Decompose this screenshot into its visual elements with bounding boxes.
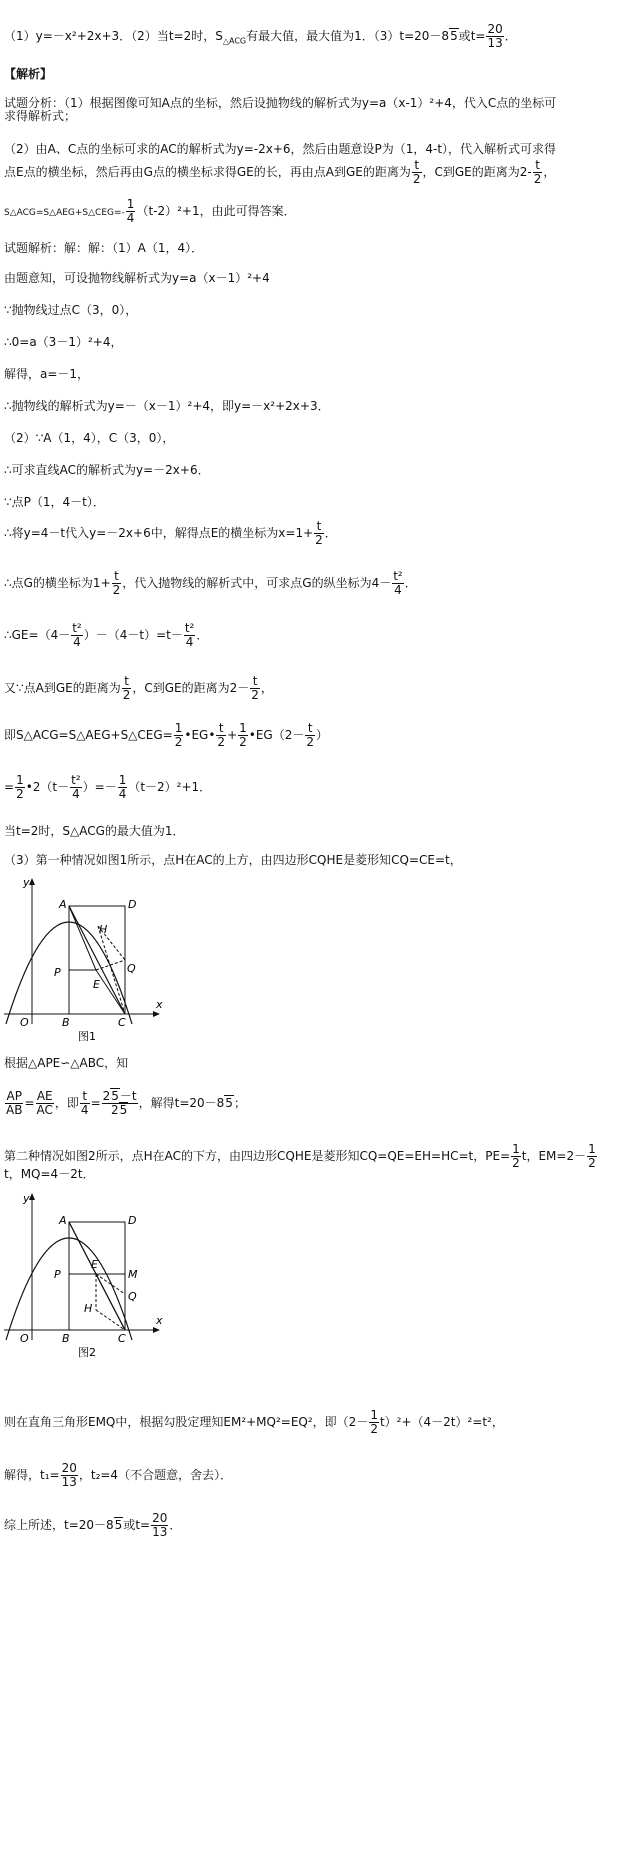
fig2-label-x: x xyxy=(156,1314,163,1327)
fig2-label-E: E xyxy=(91,1258,98,1271)
solution-line-24: 综上所述，t=20－85或t= $\frac{20}{13}$ ． xyxy=(4,1511,182,1539)
analysis-line-4: 点E点的横坐标，然后再由G点的横坐标求得GE的长，再由点A到GE的距离为 $\frac{t}{2}$ ，C到GE的距离为2- $\frac{t}{2}$ ， xyxy=(4,158,556,186)
fig1-x-arrow xyxy=(153,1011,160,1017)
fig2-label-P: P xyxy=(54,1268,61,1281)
figure-1 xyxy=(4,876,179,1044)
solution-line-7: （2）∵A（1，4），C（3，0）， xyxy=(4,431,175,445)
solution-line-9: ∵点P（1，4－t）． xyxy=(4,495,105,509)
fig1-label-O: O xyxy=(20,1016,29,1029)
solution-line-8: ∴可求直线AC的解析式为y=－2x+6． xyxy=(4,463,210,477)
fig1-label-H: H xyxy=(99,923,108,936)
solution-line-20: 第二种情况如图2所示，点H在AC的下方，由四边形CQHE是菱形知CQ=QE=EH=HC=t，PE= $\frac{1}{2}$ t，EM=2－ $\frac{1}{2}$ xyxy=(4,1142,596,1170)
solution-line-4: ∴0=a（3－1）²+4， xyxy=(4,335,123,349)
fig2-label-Q: Q xyxy=(128,1290,137,1303)
figure-2 xyxy=(4,1190,179,1360)
solution-line-6: ∴抛物线的解析式为y=－（x－1）²+4，即y=－x²+2x+3． xyxy=(4,399,330,413)
fig2-label-M: M xyxy=(128,1268,138,1281)
solution-line-16: 当t=2时，S△ACG的最大值为1． xyxy=(4,824,185,838)
fig2-label-A: A xyxy=(59,1214,67,1227)
solution-line-1: 试题解析：解：解：（1）A（1，4）． xyxy=(4,241,204,255)
fig2-x-arrow xyxy=(153,1327,160,1333)
fig2-line-EQ xyxy=(96,1274,125,1294)
fig1-line-EQ xyxy=(96,960,125,970)
solution-line-11: ∴点G的横坐标为1+ $\frac{t}{2}$ ，代入抛物线的解析式中，可求点G的纵坐标为4－ $\frac{\text{t²}}{4}$ ． xyxy=(4,569,417,597)
solution-line-3: ∵抛物线过点C（3，0）， xyxy=(4,303,138,317)
fig1-caption: 图1 xyxy=(78,1030,96,1043)
solution-line-13: 又∵点A到GE的距离为 $\frac{t}{2}$ ，C到GE的距离为2－ $\frac{t}{2}$ ， xyxy=(4,674,273,702)
fig2-label-O: O xyxy=(20,1332,29,1345)
solution-line-19: $\frac{AP}{AB}$ = $\frac{AE}{AC}$ ，即 $\frac{t}{4}$ = $\frac{25-t}{25}$ ，解得t=20－85； xyxy=(6,1089,246,1117)
solution-line-14: 即S△ACG=S△AEG+S△CEG= $\frac{1}{2}$ •EG• $\frac{t}{2}$ + $\frac{1}{2}$ •EG（2－ $\frac{t}{2}$ ） xyxy=(4,721,329,749)
solution-line-17: （3）第一种情况如图1所示，点H在AC的上方，由四边形CQHE是菱形知CQ=CE=t， xyxy=(4,853,462,867)
solution-line-22: 则在直角三角形EMQ中，根据勾股定理知EM²+MQ²=EQ²，即（2－ $\frac{1}{2}$ t）²+（4－2t）²=t²， xyxy=(4,1408,504,1436)
fig2-label-y: y xyxy=(23,1192,30,1205)
fig2-label-B: B xyxy=(62,1332,70,1345)
answer-part2: 有最大值，最大值为1．（3）t=20－8 xyxy=(246,29,450,43)
fig1-label-B: B xyxy=(62,1016,70,1029)
solution-line-23: 解得，t₁= $\frac{20}{13}$ ，t₂=4（不合题意，舍去）． xyxy=(4,1461,233,1489)
answer-line: （1）y=－x²+2x+3．（2）当t=2时，$S_{\triangle ACG}$有最大值，最大值为1．（3）t=20－85或t= $\frac{20}{13}$ ． xyxy=(4,22,517,50)
analysis-line-1: 试题分析：（1）根据图像可知A点的坐标，然后设抛物线的解析式为y=a（x-1）²+4，代入C点的坐标可 xyxy=(4,96,557,110)
fig1-y-arrow xyxy=(29,878,35,885)
jiexi-title: 【解析】 xyxy=(4,67,53,81)
fig1-label-E: E xyxy=(93,978,100,991)
fig1-line-AE xyxy=(69,906,96,970)
analysis-line-2: 求得解析式； xyxy=(4,109,77,123)
fig1-line-AC xyxy=(69,906,125,1014)
fig2-line-HC xyxy=(96,1310,125,1330)
fig1-label-D: D xyxy=(128,898,137,911)
answer-sub: △ACG xyxy=(222,36,247,46)
fig1-label-C: C xyxy=(118,1016,126,1029)
answer-fraction: $\frac{20}{13}$ xyxy=(487,22,503,50)
fig2-label-D: D xyxy=(128,1214,137,1227)
analysis-line-3: （2）由A、C点的坐标可求的AC的解析式为y=-2x+6，然后由题意设P为（1，4-t），代入解析式可求得 xyxy=(4,142,557,156)
fig1-label-Q: Q xyxy=(127,962,136,975)
fig2-label-C: C xyxy=(118,1332,126,1345)
analysis-line-5: S△ACG=S△AEG+S△CEG=- $\frac{1}{4}$ （t-2）²+1，由此可得答案． xyxy=(4,197,296,225)
fig1-label-A: A xyxy=(59,898,67,911)
solution-line-15: = $\frac{1}{2}$ •2（t－ $\frac{\text{t²}}{4}$ ）=－ $\frac{1}{4}$ （t－2）²+1． xyxy=(4,773,212,801)
solution-line-5: 解得，a=－1， xyxy=(4,367,90,381)
fig1-label-P: P xyxy=(54,966,61,979)
solution-line-2: 由题意知，可设抛物线解析式为y=a（x－1）²+4 xyxy=(4,271,270,285)
answer-part3: 或t= xyxy=(458,29,486,43)
solution-line-21: t，MQ=4－2t． xyxy=(4,1167,95,1181)
fig2-caption: 图2 xyxy=(78,1346,96,1359)
solution-line-18: 根据△APE∽△ABC，知 xyxy=(4,1056,129,1070)
fig2-y-arrow xyxy=(29,1193,35,1200)
fig1-label-y: y xyxy=(23,876,30,889)
fig2-label-H: H xyxy=(84,1302,93,1315)
answer-part1: （1）y=－x²+2x+3．（2）当t=2时，S xyxy=(4,29,223,43)
answer-sqrt: 5 xyxy=(450,29,458,43)
solution-line-12: ∴GE=（4－ $\frac{\text{t²}}{4}$ ）－（4－t）=t－ $\frac{\text{t²}}{4}$ ． xyxy=(4,621,209,649)
fig1-label-x: x xyxy=(156,998,163,1011)
solution-line-10: ∴将y=4－t代入y=－2x+6中，解得点E的横坐标为x=1+ $\frac{t}{2}$ ． xyxy=(4,519,337,547)
